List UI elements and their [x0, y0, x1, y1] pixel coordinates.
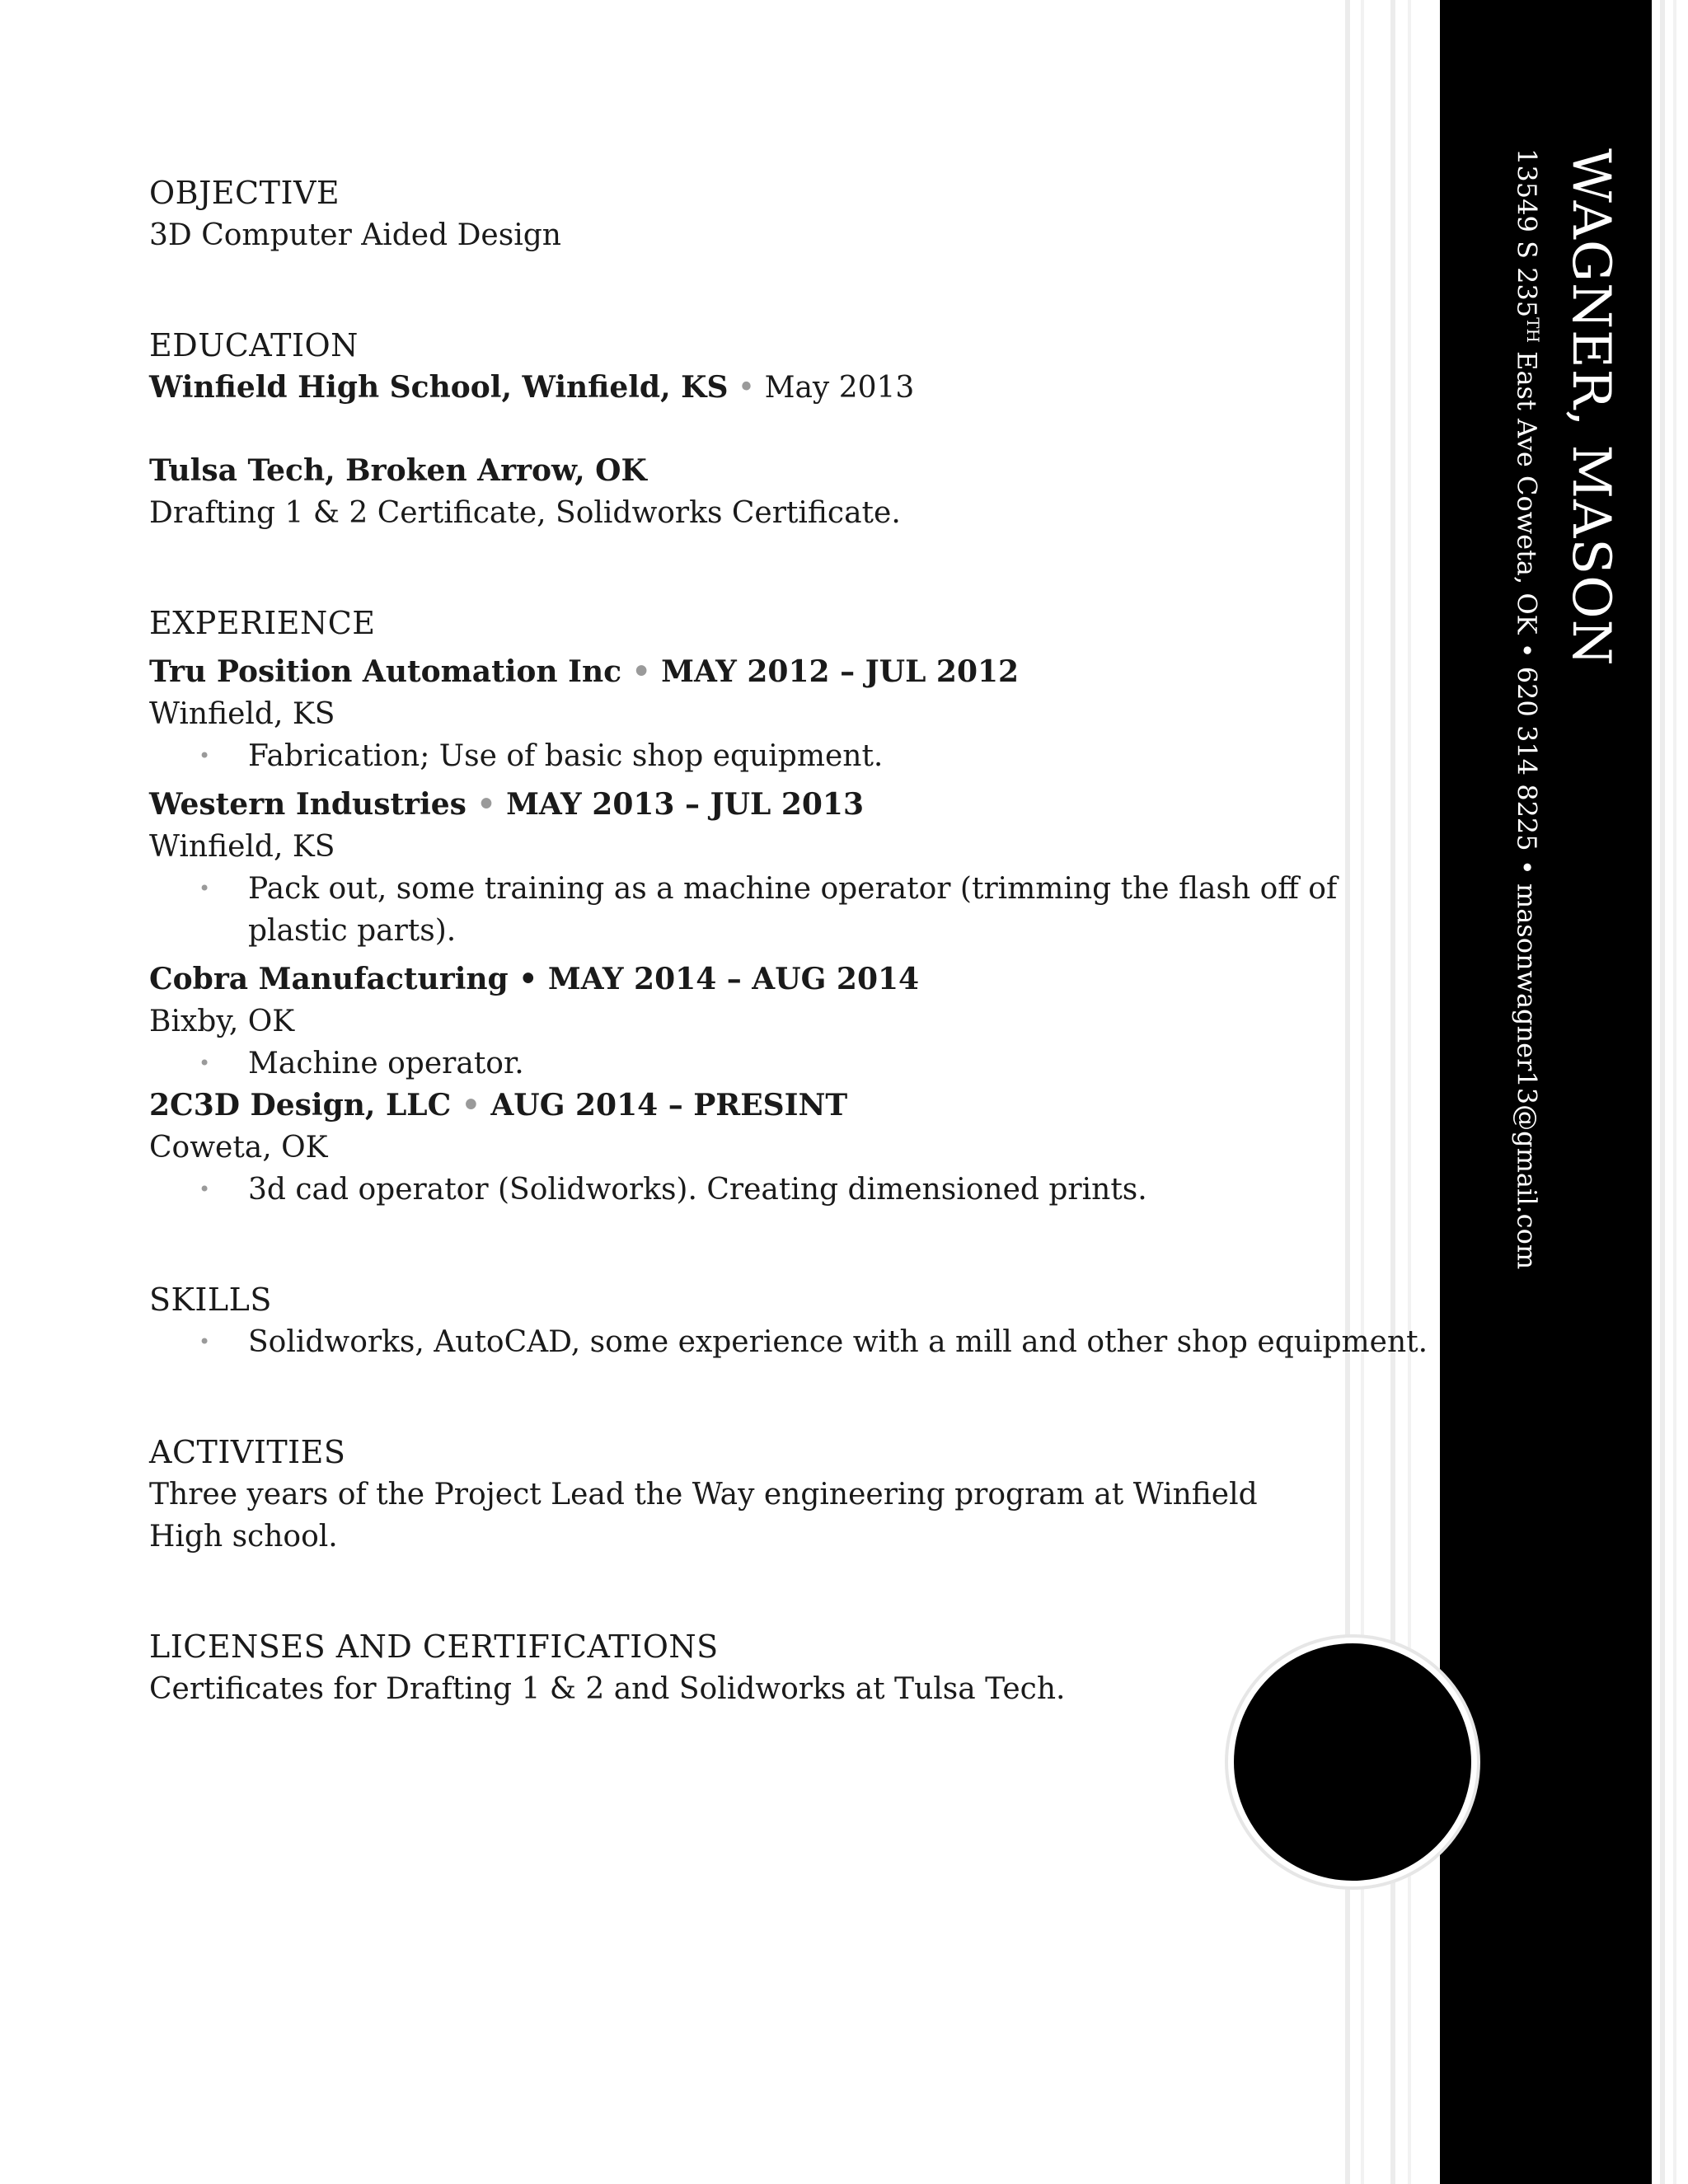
- job-entry: [149, 958, 1353, 1085]
- skills-section: [149, 1278, 1428, 1363]
- header-band: [1440, 0, 1652, 2184]
- job-location: Coweta, OK: [149, 1131, 328, 1165]
- activities-text-line: Three years of the Project Lead the Way engineering program at Winfield: [149, 1478, 1258, 1511]
- graduation-date: May 2013: [764, 371, 915, 405]
- experience-section: [149, 602, 1353, 1211]
- job-dates: AUG 2014 – PRESINT: [490, 1088, 848, 1122]
- job-detail: • Pack out, some training as a machine operator (trimming the flash off of plastic parts).: [149, 868, 1353, 952]
- licenses-section: [149, 1625, 1353, 1710]
- licenses-text: Certificates for Drafting 1 & 2 and Solidworks at Tulsa Tech.: [149, 1672, 1066, 1706]
- section-heading: LICENSES AND CERTIFICATIONS: [149, 1629, 719, 1665]
- job-detail: • Machine operator.: [149, 1043, 1353, 1085]
- job-dates: MAY 2013 – JUL 2013: [506, 787, 865, 822]
- job-location: Winfield, KS: [149, 697, 335, 731]
- job-location: Bixby, OK: [149, 1005, 295, 1038]
- section-heading: OBJECTIVE: [149, 175, 340, 211]
- job-entry: [149, 1085, 1353, 1211]
- objective-section: [149, 171, 1353, 256]
- school-name: Winfield High School, Winfield, KS: [149, 370, 729, 405]
- separator-dot: •: [631, 654, 651, 689]
- bullet: •: [199, 1330, 211, 1353]
- activities-text-line: High school.: [149, 1520, 338, 1554]
- resume-content: [149, 171, 1428, 1778]
- company-name: Western Industries: [149, 787, 467, 822]
- education-item: [149, 367, 1353, 409]
- section-heading: EXPERIENCE: [149, 605, 376, 641]
- bullet: •: [199, 1052, 211, 1075]
- job-entry: [149, 784, 1353, 952]
- bullet: •: [199, 1178, 211, 1201]
- separator-dot: •: [737, 371, 756, 405]
- job-title-line: [149, 651, 1353, 693]
- section-heading: EDUCATION: [149, 327, 359, 363]
- skills-list-item: • Solidworks, AutoCAD, some experience with a mill and other shop equipment.: [149, 1321, 1353, 1363]
- company-name: Tru Position Automation Inc: [149, 654, 622, 689]
- address-street: 13549 S 235: [1511, 148, 1543, 318]
- job-detail: • Fabrication; Use of basic shop equipment.: [149, 735, 1353, 777]
- job-title-line: [149, 784, 1353, 826]
- bullet: •: [199, 877, 211, 900]
- bullet: •: [199, 744, 211, 767]
- section-heading: SKILLS: [149, 1282, 272, 1318]
- decorative-stripe: [1673, 0, 1676, 2184]
- job-title-line: [149, 958, 1353, 1001]
- job-dates: MAY 2014 – AUG 2014: [547, 962, 920, 996]
- separator-dot: •: [476, 787, 496, 822]
- separator-dot: •: [518, 962, 538, 996]
- job-detail: • 3d cad operator (Solidworks). Creating dimensioned prints.: [149, 1169, 1353, 1211]
- school-detail: Drafting 1 & 2 Certificate, Solidworks Certificate.: [149, 496, 901, 530]
- company-name: 2C3D Design, LLC: [149, 1088, 452, 1122]
- job-entry: [149, 651, 1353, 777]
- section-heading: ACTIVITIES: [149, 1434, 346, 1470]
- address-ordinal: TH: [1523, 317, 1543, 343]
- separator-dot: •: [461, 1088, 481, 1122]
- school-name: Tulsa Tech, Broken Arrow, OK: [149, 453, 647, 488]
- contact-info: [1511, 148, 1543, 1269]
- education-section: [149, 324, 1353, 534]
- job-dates: MAY 2012 – JUL 2012: [661, 654, 1020, 689]
- objective-text: 3D Computer Aided Design: [149, 218, 561, 252]
- address-contact: East Ave Coweta, OK • 620 314 8225 • masonwagner13@gmail.com: [1511, 342, 1543, 1270]
- decorative-stripe: [1660, 0, 1665, 2184]
- company-name: Cobra Manufacturing: [149, 962, 509, 996]
- activities-section: [149, 1431, 1353, 1558]
- job-title-line: [149, 1085, 1353, 1127]
- job-location: Winfield, KS: [149, 830, 335, 864]
- applicant-name: WAGNER, MASON: [1560, 148, 1621, 667]
